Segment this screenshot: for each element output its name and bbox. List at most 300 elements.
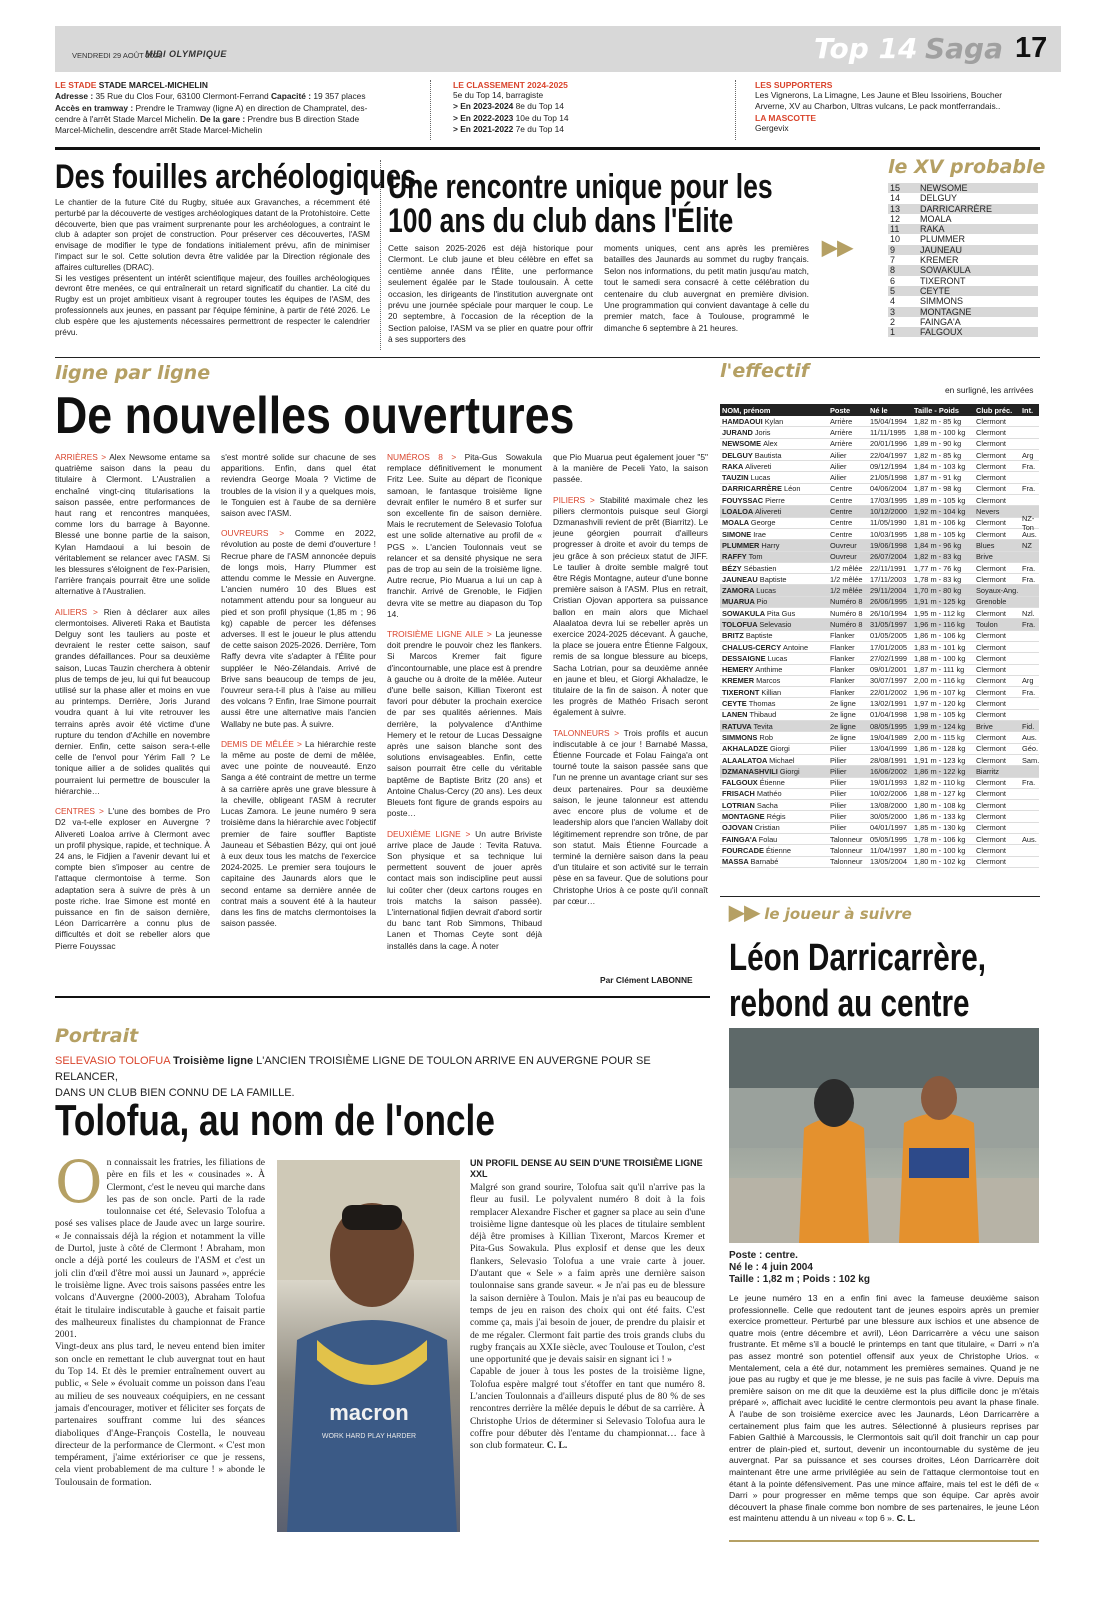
position-heading: TROISIÈME LIGNE AILE > xyxy=(387,629,496,640)
xv-number: 5 xyxy=(890,285,896,296)
classement-year: > En 2023-2024 xyxy=(453,101,514,112)
paragraph: OUVREURS > Comme en 2022, révolution au poste de demi d'ouverture ! Recrue phare de l'ASM annoncée depuis de longs mois, Harry Plummer est attendu comme le Messie en Auvergne. L'ancien numéro 10 des Blues est notamment attendu pour sa longueur au pied et son profil physique (1,85 m ; 96 kg) capable de percer les défenses adverses. Il est le joueur le plus attendu de cette saison 2025-2026. Derrière, Tom Raffy devra vite s'adapter à l'Élite pour suppléer le Néo-Zélandais. Arrivé de Brive sans beaucoup de temps de jeu, l'ouvreur sera-t-il plus à l'aise au milieu des volcans ? Enfin, Irae Simone pourrait aussi être une alternative mais l'ancien Wallaby ne bute pas. À suivre. xyxy=(221,528,377,729)
paragraph: DEUXIÈME LIGNE > Un autre Briviste arrive place de Jaude : Tevita Ratuva. Son physique et sa technique lui permettent souvent de jouer après contact mais son indiscipline peut aussi lui coûter cher (deux cartons rouges en trois matchs la saison passée). L'international fidjien devrait d'abord sortir du banc tant Rob Simmons, Thibaud Lanen et Thomas Ceyte sont déjà installés dans la cage. À noter xyxy=(387,828,542,951)
table-cell: Fid. xyxy=(1022,721,1035,731)
table-cell: Aus. xyxy=(1022,834,1037,844)
table-cell: Flanker xyxy=(830,653,855,663)
classement-year: > En 2022-2023 xyxy=(453,112,514,123)
caption-line: Poste : centre. xyxy=(729,1250,798,1261)
table-cell: OJOVAN Cristian xyxy=(722,823,780,833)
table-cell: Aus. xyxy=(1022,732,1037,742)
paragraph: NUMÉROS 8 > Pita-Gus Sowakula remplace définitivement le monument Fritz Lee. Suite au départ de l'iconique samoan, le fantasque troisième ligne devrait enfiler le numéro 8 et surfer sur son excellente fin de saison dernière. Mais le recrutement de Selevasio Tolofua est une solide alternative au profil de « PGS ». L'ancien Toulonnais veut se relancer et sa densité physique ne sera pas de trop au sein de la troisième ligne. Autre recrue, Pio Muarua a lui un cap à franchir. Arrivé de Grenoble, le Fidjien devra vite se mettre au diapason du Top 14. xyxy=(387,452,542,619)
table-cell: Talonneur xyxy=(830,857,863,867)
paragraph: Malgré son grand sourire, Tolofua sait qu'il n'arrive pas la fleur au fusil. Le polyvalent numéro 8 doit à la fois remplacer Alexandre Fischer et gagner sa place au sein d'une troisième ligne dantesque où les places de titulaire semblent déjà être promises à Killian Tixeront, Marcos Kremer et Pita-Gus Sowakula. Plus explosif et dense que les deux flankers, Selevasio Tolofua a une vraie carte à jouer. D'autant que « Sele » a faim après une dernière saison toulonnaise sans grande saveur. « Je n'ai pas eu de blessure la saison dernière à Toulon. Mais je n'ai pas eu beaucoup de temps de jeu en raison des choix qui ont été faits. C'est comme ça, mais j'ai besoin de jouer, de prendre du plaisir et de me régaler. Clermont fait partie des trois grands clubs du rugby français au XXIe siècle, avec Toulouse et Toulon, c'est une opportunité que je devais saisir en signant ici ! » xyxy=(470,1182,705,1366)
effectif-row xyxy=(720,484,1039,495)
effectif-row xyxy=(720,698,1039,709)
table-cell: Fra. xyxy=(1022,461,1036,471)
effectif-row xyxy=(720,789,1039,800)
table-cell: RAKA Alivereti xyxy=(722,461,772,471)
column-header: Poste xyxy=(830,405,851,415)
xv-player: PLUMMER xyxy=(920,234,966,245)
stade-info xyxy=(55,80,410,136)
table-cell: Aus. xyxy=(1022,529,1037,539)
table-cell: 28/08/1991 xyxy=(870,755,907,765)
table-cell: 1,86 m - 106 kg xyxy=(914,631,966,641)
table-cell: 1,99 m - 124 kg xyxy=(914,721,966,731)
table-cell: TAUZIN Lucas xyxy=(722,473,771,483)
xv-player: FALGOUX xyxy=(920,327,963,338)
paragraph xyxy=(470,1366,705,1452)
classement-rank: 7e du Top 14 xyxy=(515,123,564,134)
table-cell: 05/05/1995 xyxy=(870,834,907,844)
table-cell: 1,87 m - 91 kg xyxy=(914,473,962,483)
table-cell: CHALUS-CERCY Antoine xyxy=(722,642,809,652)
table-cell: Clermont xyxy=(976,631,1006,641)
table-cell: 11/05/1990 xyxy=(870,518,907,528)
table-cell: MASSA Barnabé xyxy=(722,857,779,867)
supporters-line: Les Vignerons, La Limagne, Les Jaune et Bleu Issoiriens, Boucher xyxy=(755,90,1003,100)
gare-value-2: Marcel-Michelin, descendre arrêt Stade Marcel-Michelin xyxy=(55,125,263,136)
table-cell: 1,96 m - 107 kg xyxy=(914,687,966,697)
table-cell: 22/11/1991 xyxy=(870,563,907,573)
portrait-subtitle xyxy=(55,1053,715,1101)
section-sublabel: Saga xyxy=(925,32,1003,65)
position-heading: DEMIS DE MÊLÉE > xyxy=(221,738,305,749)
effectif-row xyxy=(720,687,1039,698)
table-cell: 26/10/1994 xyxy=(870,608,907,618)
table-cell: Clermont xyxy=(976,755,1006,765)
suivre-kicker: le joueur à suivre xyxy=(764,905,912,923)
table-cell: 1,89 m - 105 kg xyxy=(914,495,966,505)
section-rule xyxy=(729,1540,1039,1542)
classement-rank: 10e du Top 14 xyxy=(515,112,569,123)
table-cell: 1,80 m - 108 kg xyxy=(914,800,966,810)
effectif-row xyxy=(720,857,1039,868)
section-rule xyxy=(55,996,710,998)
effectif-row xyxy=(720,721,1039,732)
classement-label: LE CLASSEMENT 2024-2025 xyxy=(453,80,568,90)
table-cell: 2,00 m - 115 kg xyxy=(914,732,965,742)
portrait-lede: L'ANCIEN TROISIÈME LIGNE DE TOULON ARRIVE EN AUVERGNE POUR SE RELANCER, xyxy=(55,1055,651,1083)
ligne-kicker: ligne par ligne xyxy=(55,362,211,384)
table-cell: 13/02/1991 xyxy=(870,699,907,709)
signature: C. L. xyxy=(896,1513,916,1524)
table-cell: 20/01/1996 xyxy=(870,439,907,449)
xv-row xyxy=(888,234,1038,244)
xv-player: SIMMONS xyxy=(920,296,964,307)
effectif-row xyxy=(720,834,1039,845)
table-cell: Clermont xyxy=(976,800,1006,810)
effectif-note: en surligné, les arrivées xyxy=(945,385,1034,395)
table-cell: JURAND Joris xyxy=(722,427,771,437)
table-cell: DARRICARRÈRE Léon xyxy=(722,484,801,494)
xv-number: 9 xyxy=(890,244,896,255)
effectif-row xyxy=(720,529,1039,540)
table-cell: 1,88 m - 105 kg xyxy=(914,529,966,539)
table-cell: Fra. xyxy=(1022,563,1036,573)
xv-player: DARRICARRÈRE xyxy=(920,203,993,214)
table-cell: Fra. xyxy=(1022,619,1036,629)
ligne-col-3 xyxy=(387,452,542,952)
position-heading: TALONNEURS > xyxy=(553,727,624,738)
effectif-row xyxy=(720,642,1039,653)
paragraph: TROISIÈME LIGNE AILE > La jeunesse doit prendre le pouvoir chez les flankers. Si Marcos Kremer fait figure d'incontournable, une place est à prendre à gauche ou à droite de la mêlée. Auteur d'une belle saison, Killian Tixeront est favori pour débuter la prochain exercice de par ses qualités aériennes. Mais derrière, la polyvalence d'Anthime Hemery et le retour de Lucas Dessaigne après une saison blanche sont des solutions envisageables. Enfin, cette saison pourrait être celle du véritable baptême de Baptiste Britz (20 ans) et Antoine Chalus-Cercy (20 ans). Les deux Bleuets font figure de grands espoirs au poste… xyxy=(387,629,542,819)
table-cell: 11/11/1995 xyxy=(870,427,906,437)
table-cell: 31/05/1997 xyxy=(870,619,907,629)
table-cell: FALGOUX Étienne xyxy=(722,778,785,788)
table-cell: 13/08/2000 xyxy=(870,800,907,810)
xv-row xyxy=(888,327,1038,337)
effectif-row xyxy=(720,653,1039,664)
divider xyxy=(430,80,431,140)
table-cell: 1,82 m - 85 kg xyxy=(914,416,962,426)
table-cell: 17/03/1995 xyxy=(870,495,907,505)
portrait-title: Tolofua, au nom de l'oncle xyxy=(55,1096,495,1145)
table-cell: Centre xyxy=(830,507,853,517)
table-cell: Pilier xyxy=(830,800,847,810)
table-cell: Talonneur xyxy=(830,834,863,844)
xv-number: 7 xyxy=(890,255,896,266)
table-cell: DESSAIGNE Lucas xyxy=(722,653,788,663)
xv-number: 3 xyxy=(890,306,896,317)
xv-row xyxy=(888,307,1038,317)
table-cell: Clermont xyxy=(976,495,1006,505)
table-cell: BÉZY Sébastien xyxy=(722,563,777,573)
table-cell: Clermont xyxy=(976,845,1006,855)
table-cell: Clermont xyxy=(976,676,1006,686)
table-cell: CEYTE Thomas xyxy=(722,699,776,709)
paragraph: s'est montré solide sur chacune de ses apparitions. Enfin, dans quel état reviendra George Moala ? Victime de troubles de la vision il y a quelques mois, le Tonguien est à l'aube de sa dernière saison avec l'ASM. xyxy=(221,452,376,519)
publication-logo: MIDI OLYMPIQUE xyxy=(145,49,227,59)
ligne-col-4 xyxy=(553,452,708,907)
paragraph: Vingt-deux ans plus tard, le neveu entend bien imiter son oncle en remettant le club auvergnat tout en haut du Top 14. Et dès le premier entraînement ouvert au public, « Sele » évoluait comme un poisson dans l'eau au milieu de ses nouveaux coéquipiers, en ne cessant jamais d'encourager, motiver et féliciter ses forçats de partenaires souffrant comme lui des séances diaboliques d'Ange-François Costella, le nouveau directeur de la performance de Clermont. « C'est mon tempérament, j'aime extérioriser ce que je ressens, cela vient probablement de ma culture ! » abonde le Toulousain de formation. xyxy=(55,1341,265,1488)
paragraph: ARRIÈRES > Alex Newsome entame sa quatrième saison dans la peau du titulaire à Clermont. L'Australien a enchaîné vingt-cinq titularisations la saison passée, entre performances de haut rang et rencontres manquées, comme lors du barrage à Bayonne. Blessé une bonne partie de la saison, Kylan Hamdaoui a lui besoin de véritablement se relancer avec l'ASM. Si les blessures s'éloignent de l'ex-Parisien, l'arrière français pourrait être une solide alternative à l'Australien. xyxy=(55,452,210,597)
xv-number: 14 xyxy=(890,193,901,204)
table-cell: Ailier xyxy=(830,461,847,471)
table-cell: DZMANASHVILI Giorgi xyxy=(722,766,800,776)
table-cell: 22/04/1997 xyxy=(870,450,907,460)
table-cell: Clermont xyxy=(976,699,1006,709)
table-cell: Numéro 8 xyxy=(830,619,863,629)
supporters-label: LES SUPPORTERS xyxy=(755,80,833,90)
table-cell: 1,91 m - 123 kg xyxy=(914,755,966,765)
shirt-tag: WORK HARD PLAY HARDER xyxy=(321,1433,417,1440)
table-cell: Arrière xyxy=(830,427,853,437)
table-cell: Pilier xyxy=(830,744,847,754)
position-heading: OUVREURS > xyxy=(221,528,295,539)
position-heading: AILIERS > xyxy=(55,606,104,617)
column-header: NOM, prénom xyxy=(722,405,771,415)
table-cell: 26/06/1995 xyxy=(870,597,907,607)
xv-number: 11 xyxy=(890,224,900,235)
tolofua-photo xyxy=(277,1160,460,1532)
effectif-row xyxy=(720,597,1039,608)
table-cell: 1,89 m - 90 kg xyxy=(914,439,962,449)
column-text xyxy=(221,452,376,929)
xv-number: 2 xyxy=(890,316,896,327)
table-cell: Clermont xyxy=(976,461,1006,471)
table-cell: RATUVA Tevita xyxy=(722,721,773,731)
divider xyxy=(380,160,381,350)
table-cell: 10/03/1995 xyxy=(870,529,907,539)
table-cell: TOLOFUA Selevasio xyxy=(722,619,792,629)
table-cell: 1,84 m - 96 kg xyxy=(914,540,962,550)
table-cell: 1,86 m - 122 kg xyxy=(914,766,966,776)
paragraph: que Pio Muarua peut également jouer "5" à la manière de Peceli Yato, la saison passée. xyxy=(553,452,708,485)
effectif-row xyxy=(720,427,1039,438)
table-cell: MONTAGNE Régis xyxy=(722,812,786,822)
chevron-right-icon: ▶▶ xyxy=(729,902,760,924)
xv-player: RAKA xyxy=(920,224,945,235)
stade-name: STADE MARCEL-MICHELIN xyxy=(98,80,208,90)
table-cell: Clermont xyxy=(976,642,1006,652)
table-cell: Flanker xyxy=(830,676,855,686)
table-cell: Numéro 8 xyxy=(830,597,863,607)
table-cell: Clermont xyxy=(976,778,1006,788)
table-cell: Talonneur xyxy=(830,845,863,855)
portrait-name: SELEVASIO TOLOFUA xyxy=(55,1055,170,1067)
table-cell: AKHALADZE Giorgi xyxy=(722,744,790,754)
xv-number: 8 xyxy=(890,265,896,276)
effectif-row xyxy=(720,574,1039,585)
effectif-title: l'effectif xyxy=(720,360,810,382)
page-number: 17 xyxy=(1015,32,1048,64)
effectif-row xyxy=(720,845,1039,856)
table-cell: Nzl. xyxy=(1022,608,1035,618)
position-heading: DEUXIÈME LIGNE > xyxy=(387,828,476,839)
xv-row xyxy=(888,183,1038,193)
effectif-row xyxy=(720,495,1039,506)
adresse-value: 35 Rue du Clos Four, 63100 Clermont-Ferrand xyxy=(95,91,269,102)
effectif-row xyxy=(720,472,1039,483)
xv-player: KREMER xyxy=(920,255,959,266)
table-cell: ZAMORA Lucas xyxy=(722,586,776,596)
effectif-row xyxy=(720,766,1039,777)
table-cell: 1,84 m - 103 kg xyxy=(914,461,966,471)
classement-year: > En 2021-2022 xyxy=(453,123,514,134)
effectif-row xyxy=(720,450,1039,461)
table-cell: FRISACH Mathéo xyxy=(722,789,782,799)
chevron-right-icon: ▶▶ xyxy=(822,237,853,259)
xv-player: NEWSOME xyxy=(920,183,968,193)
table-cell: MUARUA Pio xyxy=(722,597,768,607)
table-cell: Clermont xyxy=(976,427,1006,437)
paragraph: PILIERS > Stabilité maximale chez les piliers clermontois puisque seul Giorgi Dzmanashvili revient de prêt (Biarritz). Le jeune géorgien pourrait d'ailleurs progresser à droite et avoir du temps de jeu grâce à son précieux statut de JIFF. Le taulier à droite semble malgré tout être Régis Montagne, auteur d'une bonne première saison à l'ASM. Plus en retrait, Cristian Ojovan apportera sa puissance ballon en main alors que Michael Alaalatoa devra lui se rebeller après un exercice 2024-2025 décevant. À gauche, la place se jouera entre Étienne Falgoux, remis de sa longue blessure au biceps, Sacha Lotrian, pour sa deuxième année en jaune et bleu, et Giorgi Akhaladze, le titulaire de la fin de saison. À noter que les progrès de Mathéo Frisach seront également à suivre. xyxy=(553,494,708,718)
table-cell: Clermont xyxy=(976,812,1006,822)
xv-row xyxy=(888,193,1038,203)
signature: C. L. xyxy=(546,1440,568,1452)
stade-label: LE STADE xyxy=(55,80,97,90)
capacite-label: Capacité : xyxy=(271,91,312,102)
table-cell: Ouvreur xyxy=(830,540,857,550)
paragraph: Le chantier de la future Cité du Rugby, située aux Gravanches, a récemment été perturbé par la découverte de vestiges archéologiques datant de la Protohistoire. Cette découverte, bien que pas vraiment surprenante pour les archéologues, a contraint le club à adapter son projet de construction. Pour préserver ces découvertes, l'ASM envisage de modifier le type de fondations initialement prévu, afin de minimiser l'impact sur le sol. Cette solution devra être validée par la Direction régionale des affaires culturelles (DRAC). xyxy=(55,198,370,272)
table-cell: 1,78 m - 83 kg xyxy=(914,574,962,584)
table-cell: Clermont xyxy=(976,823,1006,833)
xv-player: MOALA xyxy=(920,213,952,224)
effectif-row xyxy=(720,619,1039,630)
table-cell: 01/04/1998 xyxy=(870,710,907,720)
table-cell: Centre xyxy=(830,518,853,528)
xv-player: MONTAGNE xyxy=(920,306,972,317)
xv-number: 15 xyxy=(890,183,901,193)
table-cell: DELGUY Bautista xyxy=(722,450,782,460)
xv-number: 13 xyxy=(890,203,901,214)
table-cell: 1,86 m - 128 kg xyxy=(914,744,966,754)
table-cell: Clermont xyxy=(976,439,1006,449)
portrait-col-2 xyxy=(470,1158,705,1453)
supporters-line: Arverne, XV au Charbon, Ultras vulcans, Le pack montferrandais.. xyxy=(755,101,1001,112)
table-cell: FOURCADE Étienne xyxy=(722,845,792,855)
xv-player: DELGUY xyxy=(920,193,958,204)
table-cell: 1,88 m - 127 kg xyxy=(914,789,966,799)
table-cell: 16/06/2002 xyxy=(870,766,907,776)
table-cell: 29/11/2004 xyxy=(870,586,907,596)
table-cell: Biarritz xyxy=(976,766,999,776)
table-cell: 2,00 m - 116 kg xyxy=(914,676,965,686)
table-cell: 10/02/2006 xyxy=(870,789,907,799)
fouilles-title: Des fouilles archéologiques xyxy=(55,158,417,196)
table-cell: RAFFY Tom xyxy=(722,552,763,562)
paragraph-text: Capable de jouer à tous les postes de la troisième ligne, Tolofua espère malgré tout s'étoffer en tant que numéro 8. L'ancien Toulonnais a d'ailleurs disputé plus de 80 % de ses rencontres derrière la mêlée depuis le début de sa carrière. À Christophe Urios de déterminer si Selevasio Tolofua aura le coffre pour débuter dès l'entame du championnat… face à son club formateur. xyxy=(470,1366,705,1452)
table-cell: Nevers xyxy=(976,507,1000,517)
effectif-row xyxy=(720,608,1039,619)
table-cell: SIMMONS Rob xyxy=(722,732,773,742)
darricarrere-photo xyxy=(729,1028,1039,1243)
table-cell: Clermont xyxy=(976,484,1006,494)
table-cell: Centre xyxy=(830,484,853,494)
table-cell: PLUMMER Harry xyxy=(722,540,780,550)
effectif-row xyxy=(720,676,1039,687)
table-cell: Clermont xyxy=(976,416,1006,426)
table-cell: 1,91 m - 125 kg xyxy=(914,597,966,607)
table-cell: Pilier xyxy=(830,789,847,799)
table-cell: 2e ligne xyxy=(830,710,856,720)
column-header: Taille - Poids xyxy=(914,405,960,415)
table-cell: 27/02/1999 xyxy=(870,653,907,663)
effectif-row xyxy=(720,506,1039,517)
xv-row xyxy=(888,245,1038,255)
xv-player: FAINGA'A xyxy=(920,316,961,327)
table-cell: Clermont xyxy=(976,665,1006,675)
xv-table xyxy=(888,183,1038,337)
table-cell: 1,87 m - 111 kg xyxy=(914,665,965,675)
table-cell: Flanker xyxy=(830,665,855,675)
table-cell: Pilier xyxy=(830,755,847,765)
classement-info xyxy=(453,80,713,135)
table-cell: HEMERY Anthime xyxy=(722,665,783,675)
table-cell: 15/04/1994 xyxy=(870,416,907,426)
table-cell: Fra. xyxy=(1022,574,1036,584)
table-cell: SIMONE Irae xyxy=(722,529,766,539)
portrait-col-1 xyxy=(55,1148,265,1489)
effectif-row xyxy=(720,800,1039,811)
table-cell: 1/2 mêlée xyxy=(830,574,863,584)
table-cell: Soyaux-Ang. xyxy=(976,586,1019,596)
table-cell: 1,70 m - 80 kg xyxy=(914,586,962,596)
table-cell: 2e ligne xyxy=(830,699,856,709)
portrait-subhead: UN PROFIL DENSE AU SEIN D'UNE TROISIÈME LIGNE XXL xyxy=(470,1158,703,1179)
ligne-col-2 xyxy=(221,452,376,929)
table-cell: KREMER Marcos xyxy=(722,676,781,686)
capacite-value: 19 357 places xyxy=(313,91,366,102)
table-cell: Flanker xyxy=(830,631,855,641)
table-cell: Clermont xyxy=(976,529,1006,539)
table-cell: 26/07/2004 xyxy=(870,552,907,562)
table-cell: Ailier xyxy=(830,450,847,460)
table-cell: 11/04/1997 xyxy=(870,845,907,855)
table-cell: Grenoble xyxy=(976,597,1007,607)
xv-number: 1 xyxy=(890,327,896,338)
supporters-info xyxy=(755,80,1055,134)
xv-row xyxy=(888,255,1038,265)
table-cell: 09/12/1994 xyxy=(870,461,907,471)
table-cell: 1,97 m - 120 kg xyxy=(914,699,966,709)
xv-number: 10 xyxy=(890,234,901,245)
xv-number: 6 xyxy=(890,275,896,286)
paragraph: CENTRES > L'une des bombes de Pro D2 va-t-elle exploser en Auvergne ? Alivereti Loaloa arrive à Clermont avec un profil physique, rapide, et technique. À 24 ans, le Fidjien a l'avenir devant lui et compte bien s'imposer au centre de l'attaque clermontoise à terme. Son adaptation sera à suivre de près à un poste riche. Irae Simone est monté en puissance en fin de saison dernière, Léon Darricarrère a connu plus de difficultés et doit se rebeller alors que Pierre Fouyssac xyxy=(55,806,210,951)
table-cell: Arg xyxy=(1022,676,1034,686)
position-heading: ARRIÈRES > xyxy=(55,452,110,462)
table-cell: Ouvreur xyxy=(830,552,857,562)
table-cell: Fra. xyxy=(1022,687,1036,697)
section-rule xyxy=(55,147,1040,150)
effectif-row xyxy=(720,563,1039,574)
tram-label: Accès en tramway : xyxy=(55,102,134,113)
table-cell: 10/12/2000 xyxy=(870,507,907,517)
table-cell: 1,98 m - 105 kg xyxy=(914,710,966,720)
effectif-row xyxy=(720,755,1039,766)
paragraph: DEMIS DE MÊLÉE > La hiérarchie reste la même au poste de demi de mêlée, avec une pointe de nouveauté. Enzo Sanga a été contraint de mettre un terme à sa carrière après une grave blessure à la cheville, obligeant l'ASM à recruter Lucas Zamora. Le jeune numéro 9 sera troisième dans la hiérarchie avec l'objectif premier de faire souffler Baptiste Jauneau et Sébastien Bézy, qui ont joué à eux deux tous les matchs de l'exercice 2024-2025. Le premier sera toujours le capitaine des Jaunards alors que le second entame sa dernière année de contrat mais a souvent été à la hauteur dans les fins de matchs clermontoises la saison passée. xyxy=(221,738,376,929)
gare-value: Prendre bus B direction Stade xyxy=(247,113,360,124)
table-cell: ALAALATOA Michael xyxy=(722,755,795,765)
xv-row xyxy=(888,265,1038,275)
table-cell: HAMDAOUI Kylan xyxy=(722,416,784,426)
table-cell: Numéro 8 xyxy=(830,608,863,618)
effectif-header xyxy=(720,404,1039,416)
effectif-row xyxy=(720,778,1039,789)
xv-player: SOWAKULA xyxy=(920,265,971,276)
xv-row xyxy=(888,317,1038,327)
section-label: Top 14 xyxy=(814,32,918,65)
table-cell: 22/01/2002 xyxy=(870,687,907,697)
table-cell: Clermont xyxy=(976,608,1006,618)
table-cell: 1/2 mêlée xyxy=(830,586,863,596)
effectif-row xyxy=(720,631,1039,642)
table-cell: Blues xyxy=(976,540,995,550)
table-cell: 13/05/2004 xyxy=(870,857,907,867)
suivre-body xyxy=(729,1293,1039,1525)
table-cell: Pilier xyxy=(830,778,847,788)
xv-row xyxy=(888,204,1038,214)
effectif-row xyxy=(720,416,1039,427)
table-cell: Sam. xyxy=(1022,755,1040,765)
xv-row xyxy=(888,214,1038,224)
effectif-row xyxy=(720,540,1039,551)
table-cell: LOTRIAN Sacha xyxy=(722,800,778,810)
table-cell: Brive xyxy=(976,721,993,731)
xv-number: 12 xyxy=(890,213,901,224)
byline: Par Clément LABONNE xyxy=(600,975,693,985)
table-cell: Flanker xyxy=(830,642,855,652)
table-cell: Centre xyxy=(830,495,853,505)
table-cell: Clermont xyxy=(976,574,1006,584)
paragraph: Si les vestiges présentent un intérêt scientifique majeur, des fouilles archéologiques devront être menées, ce qui entraînerait un retard significatif du chantier. La cité du Rugby est un projet ambitieux visant à regrouper toutes les équipes de l'ASM, des professionnels aux jeunes, en passant par l'équipe féminine, à partir de l'été 2026. Le club espère que les ajustements nécessaires permettront de respecter le calendrier prévu. xyxy=(55,273,370,337)
effectif-row xyxy=(720,744,1039,755)
column-header: Int. xyxy=(1022,405,1034,415)
table-cell: 2e ligne xyxy=(830,732,856,742)
xv-row xyxy=(888,296,1038,306)
table-cell: Clermont xyxy=(976,834,1006,844)
